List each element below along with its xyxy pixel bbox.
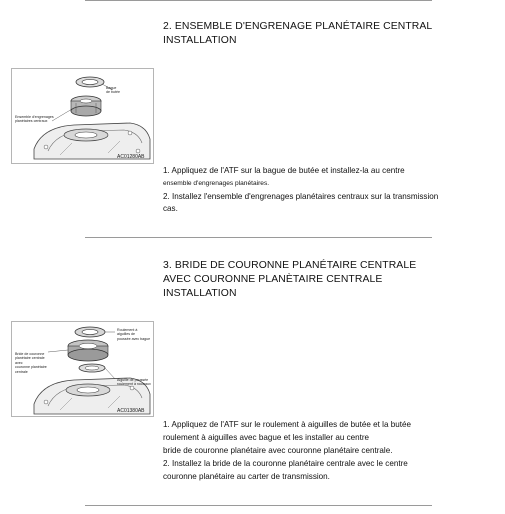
section-3-title	[163, 259, 416, 301]
middle-divider	[85, 237, 432, 238]
needle-bearing-label-line-2: roulement à rouleaux	[117, 382, 151, 387]
flange-label-line-1: Bride de couronne	[15, 352, 45, 356]
needle-bearing-label	[117, 378, 151, 387]
section-2-title	[163, 20, 432, 48]
section-3-step-1-line-3: bride de couronne planétaire avec couronne planétaire centrale.	[163, 446, 393, 455]
section-2-step-2-line-2: cas.	[163, 204, 178, 213]
needle-bearing-label-line-1: Aiguille de poussée	[117, 378, 149, 382]
section-3-step-1-line-2: roulement à aiguilles avec bague et les installer au centre	[163, 433, 370, 442]
thrust-ring-label-line-2: de butée	[106, 90, 120, 95]
flange-label-line-4: couronne planétaire	[15, 365, 47, 370]
flange-label-line-3: avec	[15, 360, 23, 365]
thrust-ring-label	[106, 86, 120, 95]
section-2-step-2-line-1: 2. Installez l'ensemble d'engrenages planétaires centraux sur la transmission	[163, 192, 439, 201]
section-3-step-1-line-1: 1. Appliquez de l'ATF sur le roulement à aiguilles de butée et la butée	[163, 420, 411, 429]
flange-label-line-5: centrale	[15, 369, 28, 374]
roller-bearing-label	[117, 328, 150, 341]
section-3-step-2-line-1: 2. Installez la bride de la couronne planétaire centrale avec le centre	[163, 459, 408, 468]
gear-assembly-label	[15, 115, 54, 124]
roller-bearing-label-line-1: Roulement à	[117, 328, 138, 332]
top-divider	[85, 0, 432, 1]
section-3-title-line-3: INSTALLATION	[163, 288, 237, 299]
flange-label-line-2: planétaire centrale	[15, 356, 45, 361]
figure-code: AC01380AB	[117, 408, 145, 414]
section-3-title-line-1: 3. BRIDE DE COURONNE PLANÉTAIRE CENTRALE	[163, 260, 417, 271]
section-3-step-2-line-2: couronne planétaire au carter de transmission.	[163, 472, 330, 481]
section-2-title-line-2: INSTALLATION	[163, 35, 237, 46]
flange-label	[15, 352, 47, 374]
section-2-step-1-line-1: 1. Appliquez de l'ATF sur la bague de butée et installez-la au centre	[163, 166, 405, 175]
roller-bearing-label-line-2: aiguilles de	[117, 332, 135, 337]
figure-code: AC01280AB	[117, 154, 145, 160]
section-2-step-1-line-2: ensemble d'engrenages planétaires.	[163, 180, 270, 187]
gear-assembly-label-line-2: planétaires centraux	[15, 119, 48, 124]
section-2-title-line-1: 2. ENSEMBLE D'ENGRENAGE PLANÉTAIRE CENTRAL	[163, 21, 433, 32]
bottom-divider	[85, 505, 432, 506]
gear-assembly-label-line-1: Ensemble d'engrenages	[15, 115, 54, 119]
section-3-figure	[11, 321, 154, 417]
thrust-ring-label-line-1: Bague	[106, 86, 117, 90]
section-3-title-line-2: AVEC COURONNE PLANÈTAIRE CENTRALE	[163, 274, 383, 285]
roller-bearing-label-line-3: poussée avec bague	[117, 336, 151, 341]
section-2-figure	[11, 68, 154, 164]
